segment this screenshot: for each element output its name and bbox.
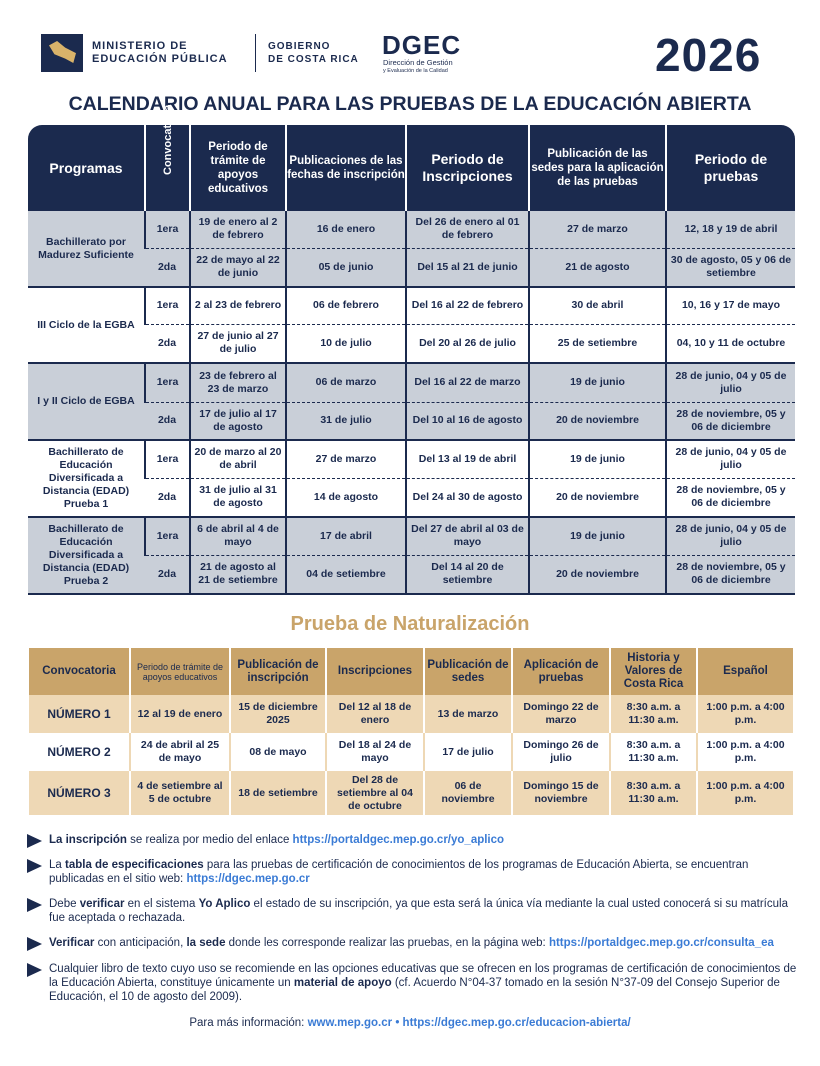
cell-inscripciones: Del 14 al 20 de setiembre xyxy=(406,555,529,594)
cell-inscripciones: Del 20 al 26 de julio xyxy=(406,324,529,363)
nat-cell-pub_sedes: 06 de noviembre xyxy=(424,771,512,815)
nat-cell-pub_sedes: 13 de marzo xyxy=(424,695,512,733)
cell-pruebas: 10, 16 y 17 de mayo xyxy=(666,287,795,324)
cell-inscripciones: Del 15 al 21 de junio xyxy=(406,248,529,287)
cell-tramite: 23 de febrero al 23 de marzo xyxy=(190,363,286,402)
nat-cell-aplicacion: Domingo 22 de marzo xyxy=(512,695,610,733)
page-title: CALENDARIO ANUAL PARA LAS PRUEBAS DE LA EDUCACIÓN ABIERTA xyxy=(68,93,752,115)
note2-text: para las pruebas de certificación de conocimientos de los programas de Educación Abierta, se encuentran publicadas en el sitio web: xyxy=(49,859,749,885)
cell-pruebas: 12, 18 y 19 de abril xyxy=(666,211,795,248)
note3-text1: en el sistema xyxy=(124,898,199,910)
header-convocatoria xyxy=(145,104,190,211)
note5-text1: Cualquier libro de texto cuyo uso se recomiende en las opciones educativas que se ofrecen en los programas de certificación de conocimientos de la Educación Abierta, constituye únicamente un xyxy=(49,963,797,989)
naturalizacion-row xyxy=(29,771,793,815)
naturalizacion-row xyxy=(29,733,793,771)
note3-bold: verificar xyxy=(79,898,125,910)
header-sedes: Publicación de las sedes para la aplicación de las pruebas xyxy=(529,125,666,211)
program-name: Bachillerato de Educación Diversificada a Distancia (EDAD) Prueba 1 xyxy=(28,440,145,517)
gobierno-name xyxy=(268,40,359,66)
nat-cell-num: NÚMERO 2 xyxy=(29,733,130,771)
footer-label: Para más información: xyxy=(189,1017,308,1029)
nat-header-aplicacion: Aplicación de pruebas xyxy=(512,648,610,695)
cell-publicaciones: 06 de febrero xyxy=(286,287,406,324)
nat-header-pub-sedes: Publicación de sedes xyxy=(424,648,512,695)
cell-tramite: 20 de marzo al 20 de abril xyxy=(190,440,286,478)
dgec-sub2: y Evaluación de la Calidad xyxy=(383,68,448,74)
link-yo-aplico[interactable]: https://portaldgec.mep.go.cr/yo_aplico xyxy=(292,834,505,846)
naturalizacion-table xyxy=(29,648,793,815)
note-verificar xyxy=(27,897,797,936)
header-pruebas: Periodo de pruebas xyxy=(666,125,795,211)
nat-header-pub-inscripcion: Publicación de inscripción xyxy=(230,648,326,695)
link-consulta[interactable]: https://portaldgec.mep.go.cr/consulta_ea xyxy=(548,937,774,949)
cell-tramite: 19 de enero al 2 de febrero xyxy=(190,211,286,248)
nat-header-inscripciones: Inscripciones xyxy=(326,648,424,695)
cell-publicaciones: 17 de abril xyxy=(286,517,406,555)
note3-prefix: Debe xyxy=(49,898,80,910)
program-name: Bachillerato por Madurez Suficiente xyxy=(28,211,145,287)
cell-conv: 2da xyxy=(145,248,190,287)
cell-inscripciones: Del 16 al 22 de febrero xyxy=(406,287,529,324)
cell-pruebas: 28 de junio, 04 y 05 de julio xyxy=(666,440,795,478)
arrow-icon xyxy=(27,898,42,912)
arrow-icon xyxy=(27,937,42,951)
cell-pruebas: 28 de noviembre, 05 y 06 de diciembre xyxy=(666,402,795,440)
nat-cell-pub_inscripcion: 08 de mayo xyxy=(230,733,326,771)
calendar-row xyxy=(28,517,795,555)
cell-conv: 1era xyxy=(145,287,190,324)
cell-sedes: 19 de junio xyxy=(529,517,666,555)
cell-pruebas: 30 de agosto, 05 y 06 de setiembre xyxy=(666,248,795,287)
cell-sedes: 19 de junio xyxy=(529,363,666,402)
cell-tramite: 2 al 23 de febrero xyxy=(190,287,286,324)
nat-cell-aplicacion: Domingo 26 de julio xyxy=(512,733,610,771)
nat-cell-pub_inscripcion: 18 de setiembre xyxy=(230,771,326,815)
cell-sedes: 25 de setiembre xyxy=(529,324,666,363)
note5-bold: material de apoyo xyxy=(293,977,392,989)
gob-line2: DE COSTA RICA xyxy=(268,54,359,65)
cell-sedes: 27 de marzo xyxy=(529,211,666,248)
cell-inscripciones: Del 27 de abril al 03 de mayo xyxy=(406,517,529,555)
mep-name xyxy=(92,40,228,66)
dgec-sub1: Dirección de Gestión xyxy=(383,58,453,67)
note-sede xyxy=(27,936,797,962)
note-material xyxy=(27,962,797,1004)
note4-bold2: la sede xyxy=(186,937,226,949)
link-educacion-abierta[interactable]: https://dgec.mep.go.cr/educacion-abierta/ xyxy=(402,1017,631,1029)
program-name: Bachillerato de Educación Diversificada a Distancia (EDAD) Prueba 2 xyxy=(28,517,145,594)
calendar-row xyxy=(28,363,795,402)
mep-logo-icon xyxy=(41,34,83,72)
note-inscripcion xyxy=(27,833,797,858)
nat-cell-pub_sedes: 17 de julio xyxy=(424,733,512,771)
naturalizacion-header-row xyxy=(29,648,793,695)
note3-text2: el estado de su inscripción, ya que esta será la única vía mediante la cual usted conocerá si su matrícula fue aceptada o rechazada. xyxy=(49,898,788,924)
cell-conv: 2da xyxy=(145,402,190,440)
nat-cell-inscripciones: Del 18 al 24 de mayo xyxy=(326,733,424,771)
naturalizacion-title: Prueba de Naturalización xyxy=(290,613,530,635)
cell-pruebas: 28 de noviembre, 05 y 06 de diciembre xyxy=(666,555,795,594)
cell-sedes: 20 de noviembre xyxy=(529,478,666,517)
nat-cell-inscripciones: Del 28 de setiembre al 04 de octubre xyxy=(326,771,424,815)
calendar-row xyxy=(28,440,795,478)
nat-cell-historia: 8:30 a.m. a 11:30 a.m. xyxy=(610,695,697,733)
cell-publicaciones: 14 de agosto xyxy=(286,478,406,517)
note1-bold: La inscripción xyxy=(49,834,127,846)
nat-cell-inscripciones: Del 12 al 18 de enero xyxy=(326,695,424,733)
cell-publicaciones: 16 de enero xyxy=(286,211,406,248)
arrow-icon xyxy=(27,963,42,977)
nat-cell-espanol: 1:00 p.m. a 4:00 p.m. xyxy=(697,695,793,733)
note-especificaciones xyxy=(27,858,797,897)
cell-inscripciones: Del 16 al 22 de marzo xyxy=(406,363,529,402)
cell-tramite: 6 de abril al 4 de mayo xyxy=(190,517,286,555)
note3-bold2: Yo Aplico xyxy=(198,898,251,910)
cell-conv: 1era xyxy=(145,211,190,248)
nat-header-historia: Historia y Valores de Costa Rica xyxy=(610,648,697,695)
cell-publicaciones: 06 de marzo xyxy=(286,363,406,402)
cell-sedes: 21 de agosto xyxy=(529,248,666,287)
nat-cell-espanol: 1:00 p.m. a 4:00 p.m. xyxy=(697,733,793,771)
cell-tramite: 27 de junio al 27 de julio xyxy=(190,324,286,363)
note1-text: se realiza por medio del enlace xyxy=(126,834,293,846)
mep-line1: MINISTERIO DE xyxy=(92,40,188,52)
header xyxy=(0,0,820,90)
note2-prefix: La xyxy=(49,859,65,871)
note4-bold: Verificar xyxy=(49,937,95,949)
header-divider xyxy=(255,34,256,72)
year: 2026 xyxy=(655,29,762,81)
mep-line2: EDUCACIÓN PÚBLICA xyxy=(92,53,228,65)
header-convocatoria-label: Convocatoria xyxy=(161,104,174,175)
cell-tramite: 31 de julio al 31 de agosto xyxy=(190,478,286,517)
header-publicaciones: Publicaciones de las fechas de inscripción xyxy=(286,125,406,211)
dgec-subtitle xyxy=(383,59,453,75)
note4-text2: donde les corresponde realizar las pruebas, en la página web: xyxy=(225,937,549,949)
nat-header-espanol: Español xyxy=(697,648,793,695)
cell-inscripciones: Del 13 al 19 de abril xyxy=(406,440,529,478)
link-mep[interactable]: www.mep.go.cr xyxy=(307,1017,393,1029)
calendar-header-row xyxy=(28,125,795,211)
cell-pruebas: 28 de junio, 04 y 05 de julio xyxy=(666,363,795,402)
nat-cell-num: NÚMERO 3 xyxy=(29,771,130,815)
cell-inscripciones: Del 24 al 30 de agosto xyxy=(406,478,529,517)
nat-cell-espanol: 1:00 p.m. a 4:00 p.m. xyxy=(697,771,793,815)
program-name: I y II Ciclo de EGBA xyxy=(28,363,145,440)
cell-publicaciones: 31 de julio xyxy=(286,402,406,440)
gob-line1: GOBIERNO xyxy=(268,41,331,52)
nat-cell-aplicacion: Domingo 15 de noviembre xyxy=(512,771,610,815)
cell-conv: 1era xyxy=(145,440,190,478)
cell-inscripciones: Del 10 al 16 de agosto xyxy=(406,402,529,440)
nat-cell-historia: 8:30 a.m. a 11:30 a.m. xyxy=(610,733,697,771)
cell-sedes: 30 de abril xyxy=(529,287,666,324)
calendar-row xyxy=(28,287,795,324)
footer xyxy=(0,1017,820,1029)
cell-publicaciones: 27 de marzo xyxy=(286,440,406,478)
naturalizacion-row xyxy=(29,695,793,733)
cell-publicaciones: 05 de junio xyxy=(286,248,406,287)
footer-separator: • xyxy=(392,1017,403,1029)
cell-sedes: 20 de noviembre xyxy=(529,402,666,440)
cell-sedes: 19 de junio xyxy=(529,440,666,478)
nat-cell-pub_inscripcion: 15 de diciembre 2025 xyxy=(230,695,326,733)
header-programas: Programas xyxy=(28,125,145,211)
cell-conv: 1era xyxy=(145,517,190,555)
cell-conv: 2da xyxy=(145,324,190,363)
cell-conv: 2da xyxy=(145,478,190,517)
cell-pruebas: 28 de noviembre, 05 y 06 de diciembre xyxy=(666,478,795,517)
cell-pruebas: 28 de junio, 04 y 05 de julio xyxy=(666,517,795,555)
notes xyxy=(27,833,797,1004)
cell-sedes: 20 de noviembre xyxy=(529,555,666,594)
arrow-icon xyxy=(27,834,42,848)
cell-pruebas: 04, 10 y 11 de octubre xyxy=(666,324,795,363)
calendar-row xyxy=(28,211,795,248)
cell-conv: 2da xyxy=(145,555,190,594)
nat-cell-tramite: 4 de setiembre al 5 de octubre xyxy=(130,771,230,815)
note5-text2: (cf. Acuerdo N°04-37 tomado en la sesión N°37-09 del Consejo Superior de Educación, el 10 de agosto del 2009). xyxy=(49,977,780,1003)
cell-tramite: 21 de agosto al 21 de setiembre xyxy=(190,555,286,594)
cell-tramite: 22 de mayo al 22 de junio xyxy=(190,248,286,287)
note2-bold: tabla de especificaciones xyxy=(65,859,204,871)
cell-tramite: 17 de julio al 17 de agosto xyxy=(190,402,286,440)
header-inscripciones: Periodo de Inscripciones xyxy=(406,125,529,211)
cell-publicaciones: 10 de julio xyxy=(286,324,406,363)
nat-header-tramite: Periodo de trámite de apoyos educativos xyxy=(130,648,230,695)
nat-cell-historia: 8:30 a.m. a 11:30 a.m. xyxy=(610,771,697,815)
cell-inscripciones: Del 26 de enero al 01 de febrero xyxy=(406,211,529,248)
dgec-logo: DGEC xyxy=(382,30,462,60)
note4-text1: con anticipación, xyxy=(94,937,187,949)
header-tramite: Periodo de trámite de apoyos educativos xyxy=(190,125,286,211)
arrow-icon xyxy=(27,859,42,873)
link-dgec[interactable]: https://dgec.mep.go.cr xyxy=(186,873,310,885)
nat-cell-tramite: 24 de abril al 25 de mayo xyxy=(130,733,230,771)
nat-cell-num: NÚMERO 1 xyxy=(29,695,130,733)
cell-publicaciones: 04 de setiembre xyxy=(286,555,406,594)
cell-conv: 1era xyxy=(145,363,190,402)
nat-header-convocatoria: Convocatoria xyxy=(29,648,130,695)
program-name: III Ciclo de la EGBA xyxy=(28,287,145,363)
nat-cell-tramite: 12 al 19 de enero xyxy=(130,695,230,733)
